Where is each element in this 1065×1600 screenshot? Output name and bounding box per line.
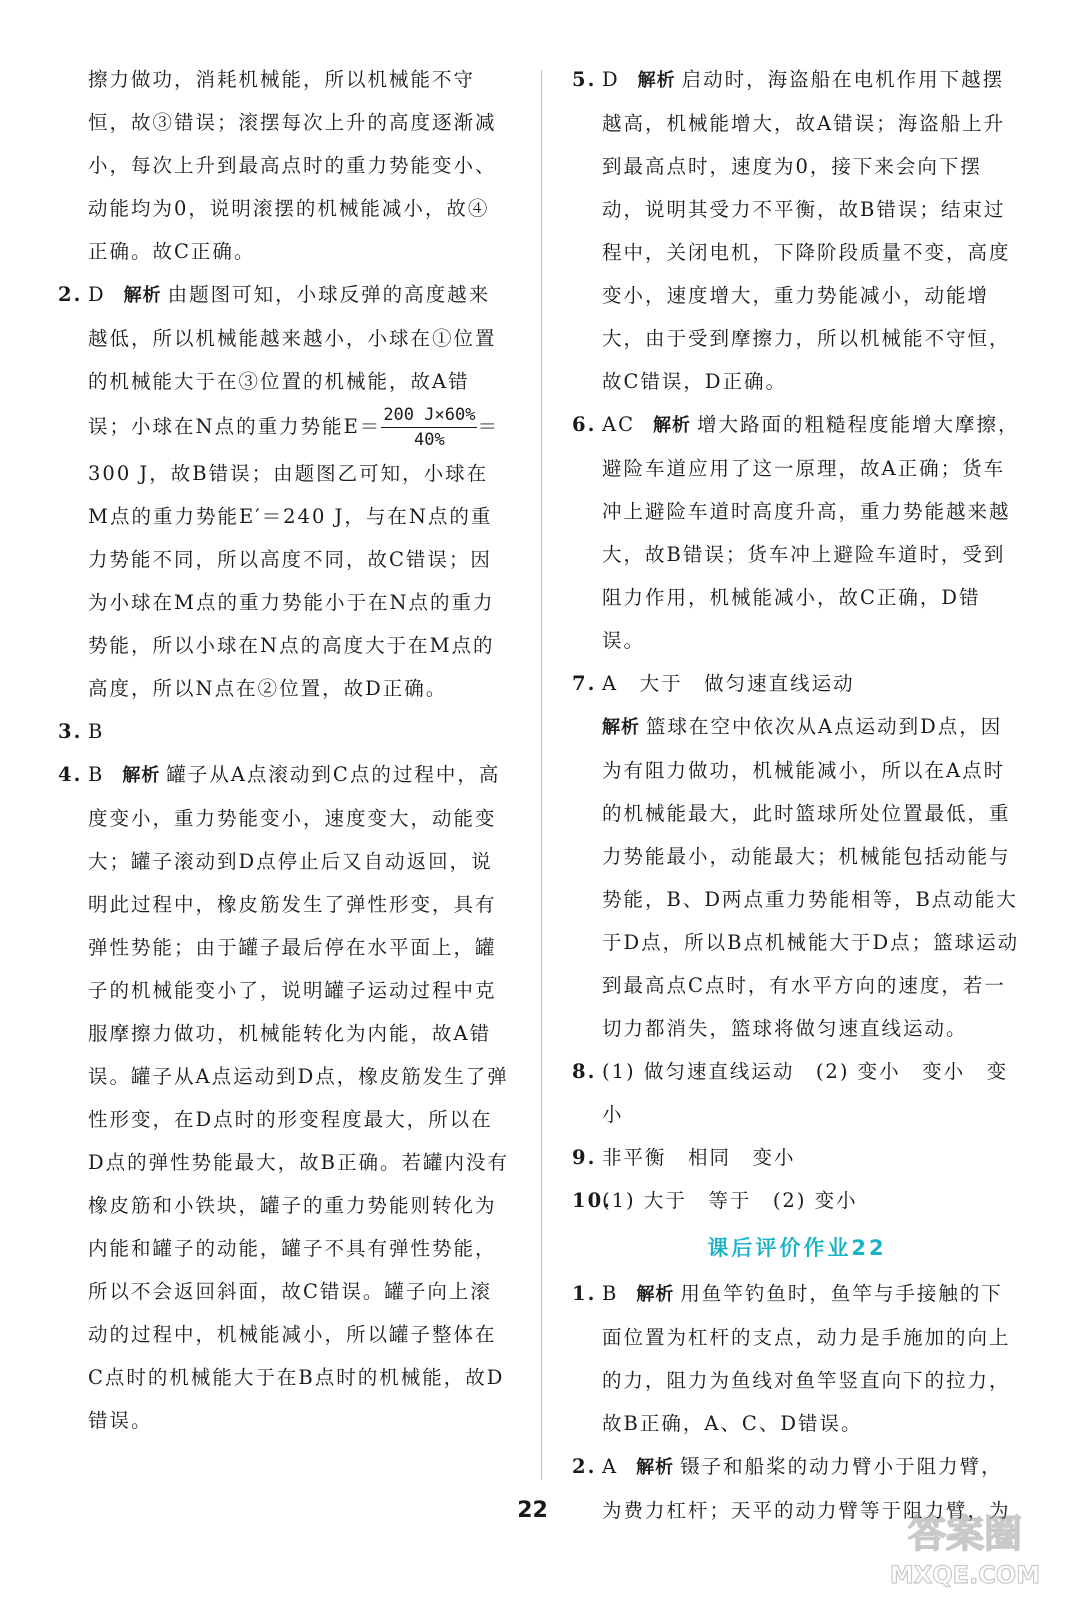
question-number: 7. [572, 672, 597, 695]
answer: D [602, 68, 620, 91]
watermark-icon [870, 1495, 1060, 1595]
left-column [58, 58, 510, 1442]
question-number: 4. [58, 763, 83, 786]
question-7 [572, 662, 1022, 705]
analysis-text: 用鱼竿钓鱼时，鱼竿与手接触的下面位置为杠杆的支点，动力是手施加的向上的力，阻力为鱼线对鱼竿竖直向下的拉力，故B正确，A、C、D错误。 [602, 1282, 1011, 1435]
analysis-text: 镊子和船桨的动力臂小于阻力臂，为费力杠杆；天平的动力臂等于阻力臂，为 [602, 1455, 1011, 1522]
question-number: 2. [572, 1455, 597, 1478]
answer: D [88, 283, 106, 306]
answer: B [88, 720, 105, 743]
watermark-logo [870, 1495, 1060, 1595]
question-number: 9. [572, 1146, 597, 1169]
fraction-numerator: 200 J×60% [381, 403, 477, 428]
homework-question-1 [572, 1272, 1022, 1445]
analysis-text: 由题图可知，小球反弹的高度越来越低，所以机械能越来越小，小球在①位置的机械能大于在③位置的机械能，故A错误；小球在N点的重力势能E＝ [88, 283, 497, 438]
analysis-label: 解析 [636, 1284, 675, 1305]
question-number: 1. [572, 1282, 597, 1305]
svg-text:MXQE.COM: MXQE.COM [889, 1561, 1041, 1589]
column-divider [541, 70, 542, 1480]
fraction [381, 403, 477, 452]
question-number: 5. [572, 68, 597, 91]
question-10 [572, 1179, 1022, 1222]
analysis-text-cont: ＝300 J，故B错误；由题图乙可知，小球在M点的重力势能E′＝240 J，与在N点的重力势能不同，所以高度不同，故C错误；因为小球在M点的重力势能小于在N点的重力势能，所以小球在N点的高度大于在M点的高度，所以N点在②位置，故D正确。 [88, 415, 499, 700]
question-number: 6. [572, 413, 597, 436]
question-2 [58, 273, 510, 710]
answer: (1) 做匀速直线运动 (2) 变小 变小 变小 [602, 1060, 1009, 1126]
question-5 [572, 58, 1022, 403]
question-7-analysis [572, 705, 1022, 1050]
analysis-text: 罐子从A点滚动到C点的过程中，高度变小，重力势能变小，速度变大，动能变大；罐子滚动到D点停止后又自动返回，说明此过程中，橡皮筋发生了弹性形变，具有弹性势能；由于罐子最后停在水平面上，罐子的机械能变小了，说明罐子运动过程中克服摩擦力做功，机械能转化为内能，故A错误。罐子从A点运动到D点，橡皮筋发生了弹性形变，在D点时的形变程度最大，所以在D点的弹性势能最大，故B正确。若罐内没有橡皮筋和小铁块，罐子的重力势能则转化为内能和罐子的动能，罐子不具有弹性势能，所以不会返回斜面，故C错误。罐子向上滚动的过程中，机械能减小，所以罐子整体在C点时的机械能大于在B点时的机械能，故D错误。 [88, 763, 509, 1432]
page-number: 22 [517, 1498, 548, 1523]
question-8 [572, 1050, 1022, 1136]
answer: AC [602, 413, 636, 436]
analysis-text: 增大路面的粗糙程度能增大摩擦，避险车道应用了这一原理，故A正确；货车冲上避险车道时高度升高，重力势能越来越大，故B错误；货车冲上避险车道时，受到阻力作用，机械能减小，故C正确，D错误。 [602, 413, 1020, 652]
analysis-label: 解析 [653, 415, 692, 436]
question-number: 8. [572, 1060, 597, 1083]
question-3 [58, 710, 510, 753]
answer: A 大于 做匀速直线运动 [602, 672, 855, 695]
analysis-label: 解析 [123, 285, 162, 306]
analysis-label: 解析 [122, 765, 161, 786]
answer: (1) 大于 等于 (2) 变小 [602, 1189, 858, 1212]
q1-continuation: 擦力做功，消耗机械能，所以机械能不守恒，故③错误；滚摆每次上升的高度逐渐减小，每次上升到最高点时的重力势能变小、动能均为0，说明滚摆的机械能减小，故④正确。故C正确。 [88, 68, 497, 263]
analysis-label: 解析 [602, 717, 640, 738]
question-4 [58, 753, 510, 1442]
question-9 [572, 1136, 1022, 1179]
analysis-label: 解析 [636, 1457, 675, 1478]
section-title: 课后评价作业22 [707, 1236, 887, 1260]
analysis-text: 篮球在空中依次从A点运动到D点，因为有阻力做功，机械能减小，所以在A点时的机械能最大，此时篮球所处位置最低，重力势能最小，动能最大；机械能包括动能与势能，B、D两点重力势能相等，B点动能大于D点，所以B点机械能大于D点；篮球运动到最高点C点时，有水平方向的速度，若一切力都消失，篮球将做匀速直线运动。 [602, 715, 1020, 1040]
question-number: 2. [58, 283, 83, 306]
answer: A [602, 1455, 619, 1478]
answer: 非平衡 相同 变小 [602, 1146, 796, 1169]
question-6 [572, 403, 1022, 662]
fraction-denominator: 40% [414, 430, 445, 450]
analysis-text: 启动时，海盗船在电机作用下越摆越高，机械能增大，故A错误；海盗船上升到最高点时，速度为0，接下来会向下摆动，说明其受力不平衡，故B错误；结束过程中，关闭电机，下降阶段质量不变，高度变小，速度增大，重力势能减小，动能增大，由于受到摩擦力，所以机械能不守恒，故C错误，D正确。 [602, 68, 1011, 393]
question-number: 3. [58, 720, 83, 743]
right-column [572, 58, 1022, 1532]
answer: B [88, 763, 105, 786]
question-number: 10. [572, 1189, 612, 1212]
analysis-label: 解析 [637, 70, 676, 91]
answer: B [602, 1282, 619, 1305]
svg-text:答案圈: 答案圈 [907, 1512, 1023, 1556]
